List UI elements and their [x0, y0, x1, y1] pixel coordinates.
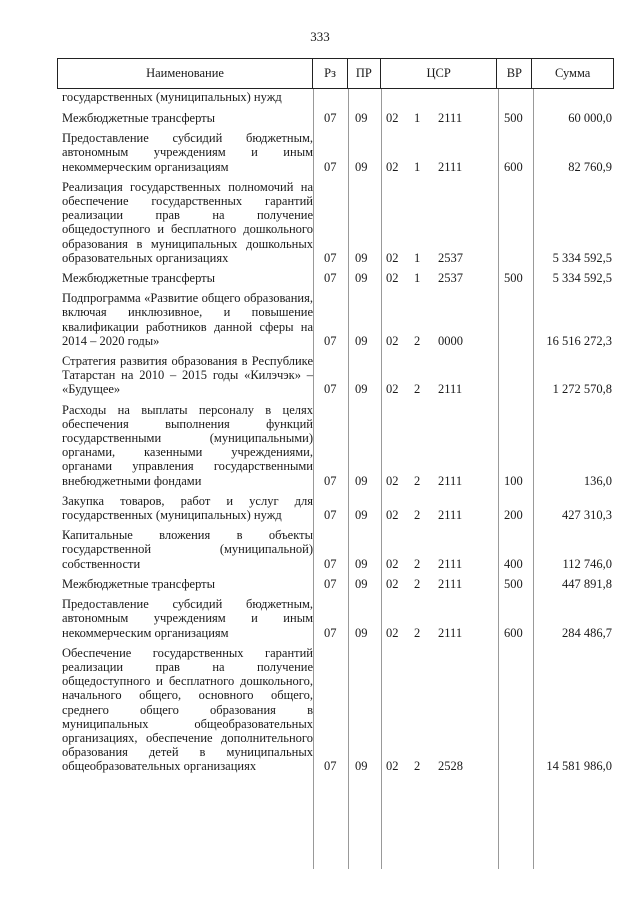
row-csr-part3: 2111: [438, 508, 463, 523]
table-row: [57, 291, 614, 348]
row-csr-part1: 02: [386, 159, 399, 174]
row-name: Реализация государственных полномочий на обеспечение государственных гарантий реализации прав на получение общедоступного и бесплатного дошкольного образования в муниципальных дошкольных образовательных организациях: [62, 179, 313, 265]
header-vr: ВР: [497, 59, 532, 88]
row-sum: 5 334 592,5: [552, 271, 612, 286]
row-csr-part1: 02: [386, 556, 399, 571]
row-rz: 07: [324, 556, 337, 571]
row-sum: 447 891,8: [562, 576, 612, 591]
row-name: Подпрограмма «Развитие общего образования, включая инклюзивное, и повышение квалификации работников данной сферы на 2014 – 2020 годы»: [62, 291, 313, 348]
header-sum: Сумма: [554, 66, 591, 80]
table-row: [57, 131, 614, 174]
table-row: [57, 271, 614, 285]
table-row: [57, 180, 614, 265]
row-rz: 07: [324, 473, 337, 488]
row-name: Обеспечение государственных гарантий реализации прав на получение общедоступного и бесплатного дошкольного, начального общего, основного общего, среднего общего образования в муниципальных общеобразовательных организациях, обеспечение дополнительного образования детей в муниципальных общеобразовательных организациях: [62, 645, 313, 774]
row-pr: 09: [355, 382, 368, 397]
row-vr: 100: [504, 473, 523, 488]
row-csr-part2: 2: [414, 556, 421, 571]
row-pr: 09: [355, 556, 368, 571]
row-csr-part2: 1: [414, 271, 421, 286]
row-pr: 09: [355, 508, 368, 523]
row-csr-part2: 2: [414, 576, 421, 591]
row-sum: 5 334 592,5: [552, 250, 612, 265]
row-csr-part1: 02: [386, 759, 399, 774]
table-row: [57, 111, 614, 125]
row-rz: 07: [324, 625, 337, 640]
row-rz: 07: [324, 250, 337, 265]
row-vr: [498, 291, 533, 348]
table-row: [57, 646, 614, 774]
row-csr-part1: 02: [386, 625, 399, 640]
row-sum: 82 760,9: [568, 159, 612, 174]
row-csr-part2: 1: [414, 250, 421, 265]
row-csr-part2: 1: [414, 111, 421, 125]
row-rz: 07: [324, 382, 337, 397]
row-csr-part3: 2111: [438, 159, 463, 174]
row-csr-part1: 02: [386, 382, 399, 397]
table-row: [57, 494, 614, 522]
row-sum: 60 000,0: [568, 111, 612, 125]
row-sum: 1 272 570,8: [552, 382, 612, 397]
row-rz: 07: [324, 576, 337, 591]
row-csr-part2: 2: [414, 625, 421, 640]
row-name: Межбюджетные трансферты: [62, 271, 216, 286]
row-csr-part3: 2111: [438, 473, 463, 488]
row-pr: 09: [355, 625, 368, 640]
row-vr: 600: [504, 625, 523, 640]
row-pr: 09: [355, 473, 368, 488]
row-sum: 284 486,7: [562, 625, 612, 640]
row-vr: 400: [504, 556, 523, 571]
row-vr: 600: [504, 159, 523, 174]
row-csr-part1: 02: [386, 250, 399, 265]
row-vr: [498, 646, 533, 774]
row-sum: 136,0: [583, 473, 612, 488]
continuation-text: государственных (муниципальных) нужд: [62, 90, 282, 104]
row-pr: 09: [355, 111, 368, 125]
row-csr-part2: 2: [414, 508, 421, 523]
table-body: [57, 111, 614, 774]
row-csr-part2: 2: [414, 333, 421, 348]
header-pr: ПР: [348, 59, 381, 88]
row-rz: 07: [324, 508, 337, 523]
header-name: Наименование: [58, 59, 313, 88]
row-sum: 427 310,3: [562, 508, 612, 523]
row-sum: 112 746,0: [562, 556, 612, 571]
row-csr-part3: 2111: [438, 556, 463, 571]
row-csr-part3: 0000: [438, 333, 463, 348]
budget-table: [57, 58, 614, 774]
row-csr-part3: 2111: [438, 576, 463, 591]
row-csr-part1: 02: [386, 576, 399, 591]
table-row: [57, 597, 614, 640]
row-csr-part3: 2528: [438, 759, 463, 774]
row-csr-part3: 2111: [438, 382, 463, 397]
row-pr: 09: [355, 333, 368, 348]
row-name: Расходы на выплаты персоналу в целях обеспечения выполнения функций государственными (муниципальными) органами, казенными учреждениями, органами управления государственными внебюджетными фондами: [62, 402, 313, 488]
row-pr: 09: [355, 759, 368, 774]
row-vr: 500: [504, 271, 523, 286]
row-name: Стратегия развития образования в Республике Татарстан на 2010 – 2015 годы «Килэчэк» – «Будущее»: [62, 354, 313, 397]
row-rz: 07: [324, 759, 337, 774]
row-csr-part1: 02: [386, 333, 399, 348]
header-rz: Рз: [313, 59, 348, 88]
row-vr: 200: [504, 508, 523, 523]
table-row: [57, 577, 614, 591]
row-vr: 500: [504, 576, 523, 591]
row-rz: 07: [324, 111, 337, 125]
row-csr-part2: 2: [414, 759, 421, 774]
row-csr-part3: 2537: [438, 271, 463, 286]
row-csr-part3: 2537: [438, 250, 463, 265]
row-csr-part1: 02: [386, 111, 399, 125]
row-sum: 14 581 986,0: [546, 759, 612, 774]
header-csr: ЦСР: [381, 59, 498, 88]
table-header: [57, 58, 614, 89]
row-name: Предоставление субсидий бюджетным, автономным учреждениям и иным некоммерческим организациям: [62, 131, 313, 174]
row-name: Капитальные вложения в объекты государственной (муниципальной) собственности: [62, 528, 313, 571]
page-number: 333: [310, 29, 330, 44]
row-vr: [498, 180, 533, 265]
row-sum: 16 516 272,3: [546, 333, 612, 348]
row-pr: 09: [355, 271, 368, 286]
row-csr-part2: 2: [414, 382, 421, 397]
row-csr-part1: 02: [386, 473, 399, 488]
row-csr-part3: 2111: [438, 111, 463, 125]
row-vr: 500: [504, 111, 523, 125]
row-rz: 07: [324, 159, 337, 174]
row-vr: [498, 354, 533, 397]
row-pr: 09: [355, 576, 368, 591]
table-row: [57, 354, 614, 397]
table-row: [57, 403, 614, 488]
row-name: Закупка товаров, работ и услуг для государственных (муниципальных) нужд: [62, 493, 313, 523]
row-csr-part2: 1: [414, 159, 421, 174]
row-rz: 07: [324, 271, 337, 286]
row-pr: 09: [355, 250, 368, 265]
row-csr-part1: 02: [386, 508, 399, 523]
row-csr-part2: 2: [414, 473, 421, 488]
row-name: Межбюджетные трансферты: [62, 576, 216, 591]
row-csr-part3: 2111: [438, 625, 463, 640]
row-pr: 09: [355, 159, 368, 174]
table-row: [57, 528, 614, 571]
row-name: Предоставление субсидий бюджетным, автономным учреждениям и иным некоммерческим организациям: [62, 597, 313, 640]
row-csr-part1: 02: [386, 271, 399, 286]
row-name: Межбюджетные трансферты: [62, 111, 216, 125]
row-rz: 07: [324, 333, 337, 348]
